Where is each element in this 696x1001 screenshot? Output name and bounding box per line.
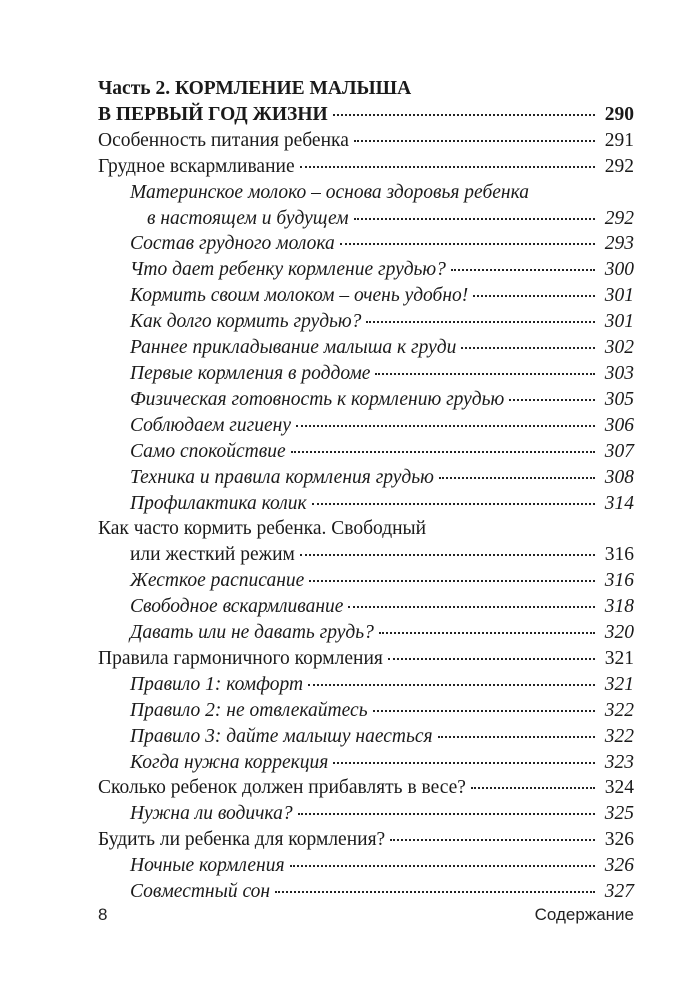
page-number: 316 [604,544,634,566]
toc-subentry[interactable]: Правило 1: комфорт 321 [98,672,634,698]
page-number: 301 [604,285,634,307]
leader-dots [291,439,595,453]
toc-subentry: Материнское молоко – основа здоровья ребенка [130,181,529,203]
leader-dots [290,854,595,868]
page-number: 321 [604,673,634,695]
leader-dots [348,594,595,608]
toc-entry[interactable]: Особенность питания ребенка 291 [98,128,634,154]
leader-dots [438,724,595,738]
page-number: 293 [604,233,634,255]
toc-subentry[interactable]: Жесткое расписание 316 [98,568,634,594]
page-number: 292 [604,155,634,177]
leader-dots [354,128,595,142]
page-number: 306 [604,414,634,436]
footer-section-title: Содержание [534,905,634,924]
footer-page-number: 8 [98,905,108,924]
page-number: 301 [604,311,634,333]
toc-subentry[interactable]: Состав грудного молока 293 [98,231,634,257]
page-number: 314 [604,492,634,514]
toc-subentry[interactable]: Физическая готовность к кормлению грудью 305 [98,387,634,413]
part-title-line2[interactable]: В ПЕРВЫЙ ГОД ЖИЗНИ 290 [98,102,634,128]
leader-dots [509,387,595,401]
leader-dots [275,879,595,893]
page-number: 322 [604,725,634,747]
page-number: 320 [604,622,634,644]
leader-dots [300,154,595,168]
toc-subentry[interactable]: Техника и правила кормления грудью 308 [98,465,634,491]
leader-dots [308,672,595,686]
toc-entry[interactable]: Грудное вскармливание 292 [98,154,634,180]
table-of-contents [98,76,634,905]
leader-dots [312,491,595,505]
page-number: 322 [604,699,634,721]
leader-dots [309,569,595,583]
leader-dots [390,828,595,842]
toc-subentry[interactable]: Как долго кормить грудью? 301 [98,309,634,335]
leader-dots [461,335,595,349]
toc-subentry[interactable]: Нужна ли водичка? 325 [98,801,634,827]
toc-subentry[interactable]: Свободное вскармливание 318 [98,594,634,620]
toc-entry: Как часто кормить ребенка. Свободный [98,518,427,540]
page-number: 325 [604,803,634,825]
page-number: 318 [604,596,634,618]
leader-dots [388,646,595,660]
page-number: 302 [604,337,634,359]
toc-subentry[interactable]: Правило 3: дайте малышу наесться 322 [98,724,634,750]
page-number: 290 [604,103,634,125]
leader-dots [296,413,595,427]
page-number: 291 [604,129,634,151]
leader-dots [366,309,595,323]
toc-subentry[interactable]: Профилактика колик 314 [98,491,634,517]
page-number: 303 [604,362,634,384]
leader-dots [451,258,595,272]
page-number: 326 [604,855,634,877]
toc-entry[interactable]: Будить ли ребенка для кормления? 326 [98,827,634,853]
toc-subentry[interactable]: Первые кормления в роддоме 303 [98,361,634,387]
toc-subentry[interactable]: Ночные кормления 326 [98,853,634,879]
part-title-line1: Часть 2. КОРМЛЕНИЕ МАЛЫША [98,78,412,99]
leader-dots [333,102,595,116]
toc-subentry[interactable]: Когда нужна коррекция 323 [98,750,634,776]
toc-subentry[interactable]: Само спокойствие 307 [98,439,634,465]
leader-dots [471,776,595,790]
toc-subentry[interactable]: Раннее прикладывание малыша к груди 302 [98,335,634,361]
page-number: 321 [604,647,634,669]
leader-dots [439,465,595,479]
toc-subentry[interactable]: Кормить своим молоком – очень удобно! 301 [98,283,634,309]
page-number: 307 [604,440,634,462]
leader-dots [300,543,595,557]
leader-dots [473,284,595,298]
page-number: 327 [604,881,634,903]
page-number: 316 [604,570,634,592]
page-number: 323 [604,751,634,773]
toc-entry[interactable]: Правила гармоничного кормления 321 [98,646,634,672]
leader-dots [373,698,595,712]
leader-dots [333,750,595,764]
page-number: 308 [604,466,634,488]
toc-entry[interactable]: Сколько ребенок должен прибавлять в весе? 324 [98,775,634,801]
toc-subentry[interactable]: Соблюдаем гигиену 306 [98,413,634,439]
toc-entry[interactable]: или жесткий режим 316 [98,542,634,568]
page-number: 326 [604,829,634,851]
toc-subentry[interactable]: Что дает ребенку кормление грудью? 300 [98,257,634,283]
leader-dots [354,206,595,220]
toc-subentry[interactable]: в настоящем и будущем 292 [98,206,634,232]
page-footer [98,905,634,925]
toc-subentry[interactable]: Совместный сон 327 [98,879,634,905]
leader-dots [375,361,595,375]
leader-dots [340,232,595,246]
page-number: 300 [604,259,634,281]
leader-dots [298,802,595,816]
page-number: 305 [604,388,634,410]
page-number: 292 [604,207,634,229]
toc-subentry[interactable]: Давать или не давать грудь? 320 [98,620,634,646]
page-number: 324 [604,777,634,799]
toc-subentry[interactable]: Правило 2: не отвлекайтесь 322 [98,698,634,724]
leader-dots [379,620,595,634]
